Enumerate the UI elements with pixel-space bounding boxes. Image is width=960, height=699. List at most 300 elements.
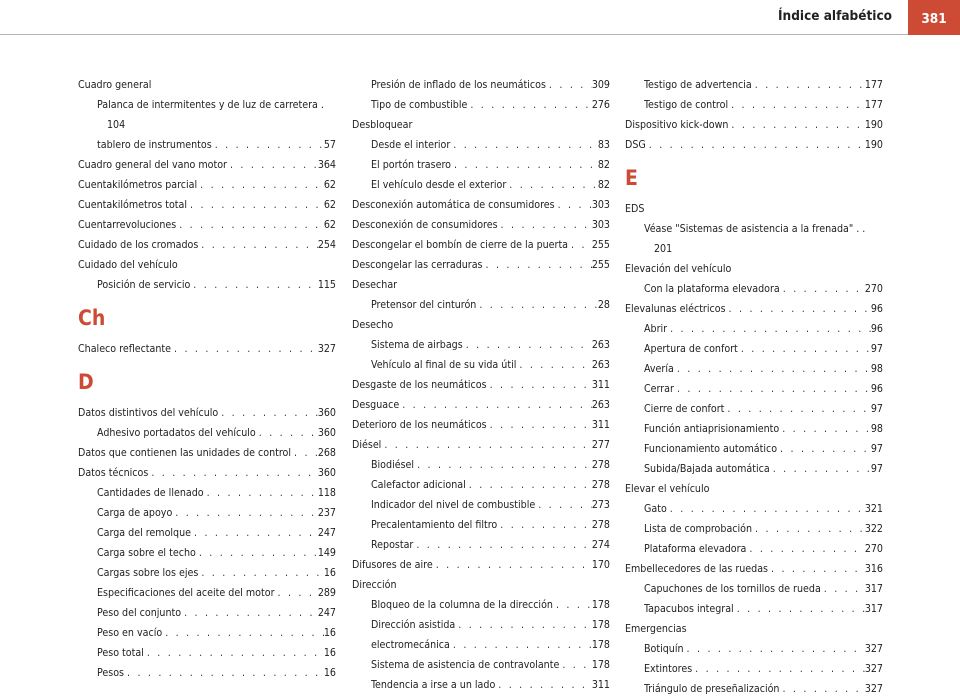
entry-text: Cargas sobre los ejes [97,567,199,579]
page-ref: 98 [870,363,883,375]
entry-text: Cuentakilómetros total [78,199,188,211]
dot-leader [399,395,592,415]
page-ref: 327 [864,683,883,695]
index-subentry [625,379,883,399]
page-ref: 82 [597,179,610,191]
entry-text: Dirección [352,579,397,591]
entry-line [352,575,610,595]
entry-text: Elevalunas eléctricos [625,303,726,315]
entry-line [371,495,610,515]
entry-text: Presión de inflado de los neumáticos [371,79,546,91]
index-subentry [625,319,883,339]
entry-text: Elevación del vehículo [625,263,732,275]
page-ref: 16 [323,627,336,639]
index-subentry [625,659,883,679]
entry-text: Biodiésel [371,459,415,471]
index-subentry [625,419,883,439]
entry-line [644,599,883,619]
page-ref: 303 [591,219,610,231]
entry-text: Emergencias [625,623,687,635]
entry-text: Peso en vacío [97,627,163,639]
entry-line [644,579,883,599]
dot-leader [198,235,318,255]
page-ref: 62 [323,179,336,191]
entry-line [78,75,336,95]
dot-leader [738,339,871,359]
page-ref: 255 [591,259,610,271]
entry-text: Sistema de airbags [371,339,463,351]
page-ref: 62 [323,219,336,231]
index-subentry [78,623,336,643]
entry-text: El portón trasero [371,159,451,171]
dot-leader [728,95,865,115]
index-subentry [352,535,610,555]
index-entry [352,115,610,135]
entry-text: Desconexión de consumidores [352,219,498,231]
page-ref: 278 [591,479,610,491]
page-ref: 311 [591,379,610,391]
page-ref: 263 [591,399,610,411]
dot-leader [414,455,592,475]
dot-leader [196,543,318,563]
index-subentry [352,675,610,695]
index-subentry [625,459,883,479]
dot-leader [667,499,865,519]
index-subentry [352,175,610,195]
entry-text: Cuentarrevoluciones [78,219,177,231]
entry-line [371,335,610,355]
index-entry [352,395,610,415]
index-entry [78,215,336,235]
entry-text: Desde el interior [371,139,451,151]
entry-text: Chaleco reflectante [78,343,172,355]
index-subentry [78,663,336,683]
dot-leader [413,535,591,555]
entry-text: Cantidades de llenado [97,487,204,499]
entry-text: Diésel [352,439,382,451]
entry-text: Cierre de confort [644,403,725,415]
dot-leader [780,279,865,299]
index-subentry [78,563,336,583]
index-subentry [625,279,883,299]
entry-text: Indicador del nivel de combustible [371,499,536,511]
dot-leader [746,539,864,559]
dot-leader [516,355,591,375]
entry-line [644,399,883,419]
index-subentry [625,599,883,619]
entry-text: Extintores [644,663,693,675]
entry-text: electromecánica [371,639,450,651]
index-subentry [352,135,610,155]
dot-leader [124,663,324,683]
index-subentry [625,539,883,559]
entry-text: Tapacubos integral [644,603,734,615]
entry-line [78,403,336,423]
entry-line [78,215,336,235]
page-ref: 311 [591,679,610,691]
dot-leader [227,155,318,175]
page-ref: 96 [870,383,883,395]
header-rule [0,34,960,35]
entry-line [644,459,883,479]
entry-line [644,439,883,459]
dot-leader [466,475,592,495]
index-subentry [625,219,883,259]
entry-text: Lista de comprobación [644,523,753,535]
entry-line [371,355,610,375]
entry-text: Especificaciones del aceite del motor [97,587,275,599]
index-entry [352,255,610,275]
entry-text: Avería [644,363,674,375]
index-entry [352,195,610,215]
dot-leader [770,459,871,479]
entry-text: Elevar el vehículo [625,483,710,495]
page-ref: 316 [864,563,883,575]
index-subentry [78,423,336,443]
entry-line [644,639,883,659]
entry-line [352,195,610,215]
dot-leader [553,595,592,615]
index-subentry [78,523,336,543]
index-subentry [352,475,610,495]
dot-leader [467,95,591,115]
index-entry [78,155,336,175]
entry-line [78,443,336,463]
entry-line [78,255,336,275]
page-ref: 327 [317,343,336,355]
entry-line [625,479,883,499]
entry-text: Desguace [352,399,400,411]
entry-text: Descongelar las cerraduras [352,259,483,271]
entry-line [644,519,883,539]
dot-leader [433,555,592,575]
index-subentry [625,499,883,519]
dot-leader [728,115,864,135]
entry-line [644,679,883,699]
entry-text: Gato [644,503,667,515]
index-column-3 [625,75,883,699]
entry-line [78,175,336,195]
index-subentry [625,339,883,359]
entry-line [625,559,883,579]
section-letter: Ch [78,306,106,330]
entry-line [97,563,336,583]
entry-text: Vehículo al final de su vida útil [371,359,517,371]
page-ref: 190 [864,139,883,151]
entry-text: Cuadro general del vano motor [78,159,227,171]
index-column-2 [352,75,610,695]
entry-text: Triángulo de preseñalización [644,683,780,695]
dot-leader [483,255,592,275]
entry-line [352,435,610,455]
entry-line [371,75,610,95]
entry-line [352,255,610,275]
entry-text: Función antiaprisionamiento [644,423,780,435]
page-ref: 98 [870,423,883,435]
dot-leader [535,495,592,515]
entry-line [352,415,610,435]
page-ref: 360 [317,407,336,419]
entry-text: Datos técnicos [78,467,149,479]
dot-leader [779,679,864,699]
entry-text: Desconexión automática de consumidores [352,199,555,211]
entry-text: Dirección asistida [371,619,456,631]
page-ref: 247 [317,527,336,539]
entry-line [97,135,336,155]
dot-leader [684,639,865,659]
entry-line [371,175,610,195]
entry-text: Pretensor del cinturón [371,299,477,311]
index-subentry [352,495,610,515]
section-letter: E [625,166,638,190]
index-entry [352,375,610,395]
entry-text: Carga del remolque [97,527,192,539]
entry-line [371,675,610,695]
index-entry [625,135,883,155]
entry-text: Desgaste de los neumáticos [352,379,487,391]
page-ref: 178 [591,639,610,651]
page-ref: 273 [591,499,610,511]
dot-leader [190,275,318,295]
index-entry [78,235,336,255]
index-entry [352,215,610,235]
entry-text: Dispositivo kick-down [625,119,729,131]
index-subentry [352,295,610,315]
dot-leader [726,299,871,319]
entry-line [371,155,610,175]
page-number-badge: 381 [908,0,960,35]
page-ref: 82 [597,159,610,171]
index-subentry [78,643,336,663]
index-subentry [78,135,336,155]
index-subentry [352,615,610,635]
dot-leader [172,503,318,523]
dot-leader [724,399,871,419]
index-subentry [625,679,883,699]
entry-text: Datos que contienen las unidades de control [78,447,292,459]
page-title: Índice alfabético [778,8,892,24]
page-ref: 311 [591,419,610,431]
entry-line [644,279,883,299]
index-subentry [352,515,610,535]
dot-leader [212,135,324,155]
entry-text: DSG [625,139,646,151]
entry-text: Posición de servicio [97,279,191,291]
entry-line [78,339,336,359]
entry-line [78,463,336,483]
entry-line [371,655,610,675]
index-subentry [352,655,610,675]
page-ref: 255 [591,239,610,251]
index-subentry [352,75,610,95]
entry-text: Repostar [371,539,414,551]
dot-leader [451,155,598,175]
page-ref: 118 [317,487,336,499]
index-subentry [352,355,610,375]
entry-text: Peso del conjunto [97,607,182,619]
index-subentry [625,579,883,599]
dot-leader [204,483,318,503]
dot-leader [181,603,318,623]
entry-text: Abrir [644,323,668,335]
index-subentry [352,595,610,615]
entry-text: Carga de apoyo [97,507,173,519]
entry-line [625,299,883,319]
dot-leader [646,135,865,155]
entry-line [644,419,883,439]
entry-line [371,535,610,555]
dot-leader [476,295,598,315]
page-ref: 16 [323,647,336,659]
entry-text: Desbloquear [352,119,413,131]
dot-leader [218,403,318,423]
entry-line [625,259,883,279]
entry-text: Tendencia a irse a un lado [371,679,496,691]
dot-leader [498,215,592,235]
index-subentry [78,483,336,503]
page-ref: 254 [317,239,336,251]
index-entry [78,75,336,95]
entry-text: Desechar [352,279,398,291]
page-ref: 263 [591,339,610,351]
entry-line [644,499,883,519]
dot-leader [256,423,318,443]
page-ref: 276 [591,99,610,111]
entry-text: Peso total [97,647,144,659]
entry-line [625,135,883,155]
entry-line [352,375,610,395]
entry-text: Testigo de control [644,99,729,111]
entry-line [78,195,336,215]
index-subentry [78,95,336,135]
entry-text: El vehículo desde el exterior [371,179,507,191]
entry-line [97,523,336,543]
page-ref: 28 [597,299,610,311]
dot-leader [555,195,592,215]
page-ref: 104 [107,119,126,131]
index-subentry [625,95,883,115]
page-ref: 96 [870,303,883,315]
dot-leader [487,415,592,435]
entry-text: Testigo de advertencia [644,79,752,91]
index-entry [78,403,336,423]
entry-text: Véase "Sistemas de asistencia a la frenada" . . [644,223,866,235]
entry-line [625,115,883,135]
entry-text: Plataforma elevadora [644,543,747,555]
section-letter: D [78,370,94,394]
index-entry [625,115,883,135]
page-ref: 327 [864,663,883,675]
page-ref: 16 [323,567,336,579]
index-subentry [352,335,610,355]
page-ref: 270 [864,543,883,555]
page-ref: 364 [317,159,336,171]
entry-text: Cuidado de los cromados [78,239,199,251]
dot-leader [275,583,318,603]
index-subentry [78,503,336,523]
entry-line [644,379,883,399]
page-ref: 360 [317,427,336,439]
page-ref: 57 [323,139,336,151]
page-ref: 177 [864,99,883,111]
dot-leader [198,563,324,583]
index-subentry [625,75,883,95]
entry-text: Funcionamiento automático [644,443,778,455]
dot-leader [487,375,592,395]
dot-leader [506,175,598,195]
dot-leader [734,599,865,619]
dot-leader [821,579,865,599]
entry-line [352,395,610,415]
entry-line [371,135,610,155]
entry-line [371,455,610,475]
index-entry [78,175,336,195]
index-entry [625,559,883,579]
index-subentry [625,399,883,419]
entry-line [97,275,336,295]
entry-text: Adhesivo portadatos del vehículo [97,427,256,439]
page-ref: 97 [870,403,883,415]
index-entry [625,619,883,639]
index-entry [352,275,610,295]
page-ref: 274 [591,539,610,551]
page-ref: 97 [870,443,883,455]
dot-leader [568,235,592,255]
entry-text: Con la plataforma elevadora [644,283,780,295]
dot-leader [497,515,592,535]
page-ref: 317 [864,603,883,615]
index-entry [625,259,883,279]
entry-line [371,515,610,535]
dot-leader [450,635,592,655]
entry-text: Sistema de asistencia de contravolante [371,659,560,671]
dot-leader [752,75,865,95]
entry-text: Cuentakilómetros parcial [78,179,198,191]
index-entry [78,463,336,483]
entry-line [97,623,336,643]
entry-line [97,503,336,523]
entry-line [352,215,610,235]
page-ref: 97 [870,343,883,355]
index-subentry [78,275,336,295]
entry-text: Cerrar [644,383,674,395]
entry-line [97,423,336,443]
entry-text: Difusores de aire [352,559,433,571]
page-ref: 289 [317,587,336,599]
entry-line [352,115,610,135]
page-ref: 303 [591,199,610,211]
page-ref: 268 [317,447,336,459]
page-ref: 115 [317,279,336,291]
entry-text: Subida/Bajada automática [644,463,770,475]
dot-leader [291,443,318,463]
entry-text: Tipo de combustible [371,99,468,111]
dot-leader [455,615,592,635]
page-ref: 16 [323,667,336,679]
entry-line [644,659,883,679]
index-entry [352,415,610,435]
entry-text: Carga sobre el techo [97,547,196,559]
page-ref: 278 [591,519,610,531]
entry-text: Precalentamiento del filtro [371,519,498,531]
index-subentry [78,543,336,563]
entry-line [644,539,883,559]
page-ref: 178 [591,619,610,631]
entry-line [371,475,610,495]
entry-line [625,619,883,639]
entry-line [625,199,883,219]
entry-line [97,543,336,563]
